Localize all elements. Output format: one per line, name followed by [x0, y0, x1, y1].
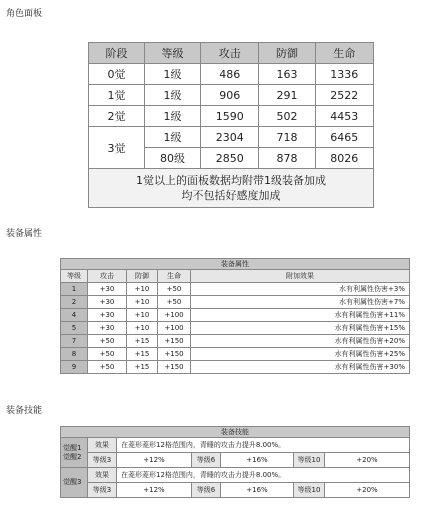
- attr-effect: 水有利属性伤害+25%: [191, 348, 410, 361]
- attr-effect: 水有利属性伤害+30%: [191, 361, 410, 374]
- def-cell: 291: [259, 85, 315, 106]
- stage-cell: 3觉: [89, 127, 145, 169]
- attr-row: [61, 361, 410, 374]
- attr-row: [61, 296, 410, 309]
- attr-effect: 水有利属性伤害+11%: [191, 309, 410, 322]
- equip-skill-table: [60, 426, 410, 498]
- hp-cell: 8026: [315, 148, 373, 169]
- def-cell: 718: [259, 127, 315, 148]
- level-value: +16%: [221, 483, 294, 498]
- attr-row: [61, 309, 410, 322]
- attr-header-effect: 附加效果: [191, 270, 410, 283]
- attr-def: +15: [127, 335, 158, 348]
- panel-note: [89, 169, 374, 208]
- attr-row: [61, 322, 410, 335]
- skill-caption: 装备技能: [61, 427, 410, 438]
- attr-hp: +150: [158, 361, 191, 374]
- attr-hp: +50: [158, 283, 191, 296]
- level-label: 等级6: [192, 483, 221, 498]
- stage-cell: 0觉: [89, 64, 145, 85]
- panel-note-line2: 均不包括好感度加成: [181, 189, 281, 202]
- attr-caption: 装备属性: [61, 259, 410, 270]
- attr-def: +15: [127, 348, 158, 361]
- header-def: 防御: [259, 43, 315, 64]
- header-atk: 攻击: [201, 43, 259, 64]
- attr-atk: +50: [88, 335, 127, 348]
- attr-level: 8: [61, 348, 88, 361]
- attr-section-title: 装备属性: [6, 229, 43, 239]
- level-value: +20%: [325, 453, 410, 468]
- header-level: 等级: [145, 43, 201, 64]
- level-label: 等级10: [294, 483, 325, 498]
- attr-effect: 水有利属性伤害+20%: [191, 335, 410, 348]
- attr-atk: +30: [88, 283, 127, 296]
- level-cell: 80级: [145, 148, 201, 169]
- level-cell: 1级: [145, 85, 201, 106]
- level-cell: 1级: [145, 106, 201, 127]
- attr-hp: +100: [158, 309, 191, 322]
- level-label: 等级3: [88, 453, 117, 468]
- effect-text: 在菱形菱形12格范围内，青睡的攻击力提升8.00%。: [117, 468, 410, 483]
- atk-cell: 1590: [201, 106, 259, 127]
- header-hp: 生命: [315, 43, 373, 64]
- attr-atk: +30: [88, 296, 127, 309]
- attr-hp: +100: [158, 322, 191, 335]
- panel-section-title: 角色面板: [6, 9, 43, 19]
- attr-level: 5: [61, 322, 88, 335]
- level-value: +12%: [117, 453, 192, 468]
- attr-def: +10: [127, 322, 158, 335]
- attr-header-def: 防御: [127, 270, 158, 283]
- level-label: 等级10: [294, 453, 325, 468]
- stage-cell: 1觉: [89, 85, 145, 106]
- attr-effect: 水有利属性伤害+15%: [191, 322, 410, 335]
- attr-hp: +150: [158, 348, 191, 361]
- panel-note-line1: 1觉以上的面板数据均附带1级装备加成: [136, 174, 326, 187]
- effect-label: 效果: [88, 468, 117, 483]
- character-panel-table: [88, 42, 374, 208]
- effect-text: 在菱形菱形12格范围内，青睡的攻击力提升8.00%。: [117, 438, 410, 453]
- awaken-label: 觉醒1 觉醒2: [61, 438, 88, 468]
- hp-cell: 2522: [315, 85, 373, 106]
- attr-header-hp: 生命: [158, 270, 191, 283]
- attr-atk: +30: [88, 309, 127, 322]
- attr-level: 7: [61, 335, 88, 348]
- panel-row: [89, 127, 374, 148]
- level-label: 等级3: [88, 483, 117, 498]
- attr-level: 9: [61, 361, 88, 374]
- level-cell: 1级: [145, 127, 201, 148]
- atk-cell: 486: [201, 64, 259, 85]
- atk-cell: 906: [201, 85, 259, 106]
- attr-level: 2: [61, 296, 88, 309]
- attr-header-atk: 攻击: [88, 270, 127, 283]
- attr-effect: 水有利属性伤害+7%: [191, 296, 410, 309]
- atk-cell: 2304: [201, 127, 259, 148]
- attr-header-level: 等级: [61, 270, 88, 283]
- hp-cell: 1336: [315, 64, 373, 85]
- attr-def: +10: [127, 309, 158, 322]
- level-value: +12%: [117, 483, 192, 498]
- attr-atk: +50: [88, 361, 127, 374]
- attr-hp: +150: [158, 335, 191, 348]
- hp-cell: 6465: [315, 127, 373, 148]
- attr-atk: +50: [88, 348, 127, 361]
- atk-cell: 2850: [201, 148, 259, 169]
- panel-row: [89, 106, 374, 127]
- hp-cell: 4453: [315, 106, 373, 127]
- level-label: 等级6: [192, 453, 221, 468]
- attr-row: [61, 335, 410, 348]
- level-value: +20%: [325, 483, 410, 498]
- def-cell: 878: [259, 148, 315, 169]
- panel-row: [89, 85, 374, 106]
- attr-level: 4: [61, 309, 88, 322]
- def-cell: 163: [259, 64, 315, 85]
- panel-row: [89, 64, 374, 85]
- attr-def: +10: [127, 296, 158, 309]
- level-cell: 1级: [145, 64, 201, 85]
- level-value: +16%: [221, 453, 294, 468]
- attr-level: 1: [61, 283, 88, 296]
- def-cell: 502: [259, 106, 315, 127]
- attr-def: +15: [127, 361, 158, 374]
- attr-def: +10: [127, 283, 158, 296]
- awaken-label: 觉醒3: [61, 468, 88, 498]
- equip-attr-table: [60, 258, 410, 374]
- attr-row: [61, 283, 410, 296]
- attr-effect: 水有利属性伤害+3%: [191, 283, 410, 296]
- skill-section-title: 装备技能: [6, 406, 43, 416]
- stage-cell: 2觉: [89, 106, 145, 127]
- attr-atk: +30: [88, 322, 127, 335]
- effect-label: 效果: [88, 438, 117, 453]
- header-stage: 阶段: [89, 43, 145, 64]
- attr-row: [61, 348, 410, 361]
- attr-hp: +50: [158, 296, 191, 309]
